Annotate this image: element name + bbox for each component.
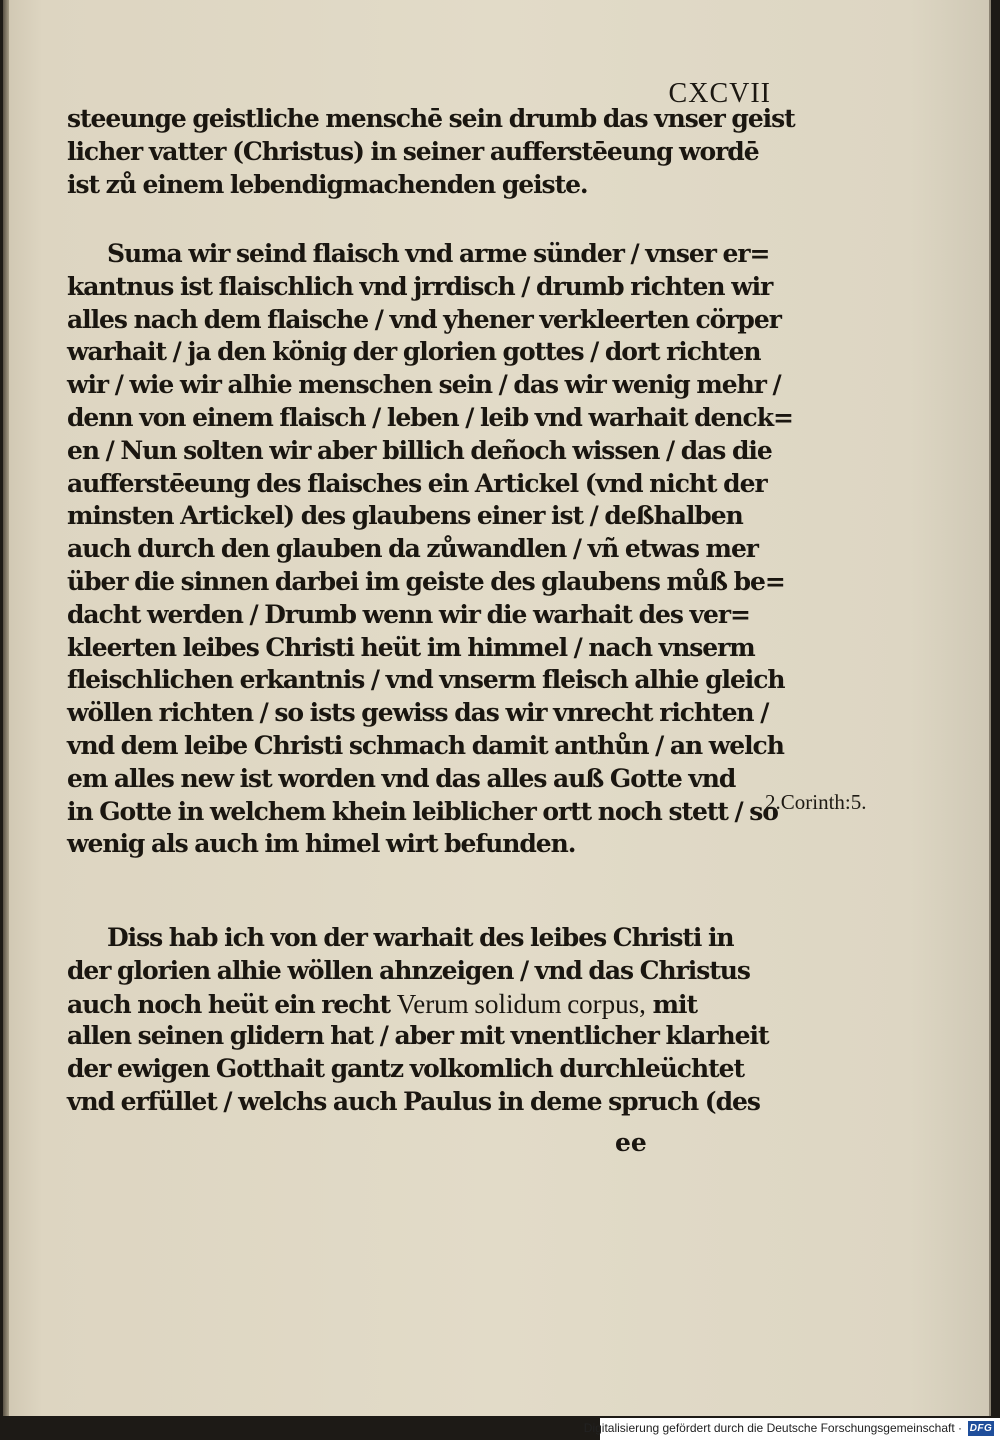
text-line: denn von einem flaisch / leben / leib vnd warhait denck= <box>67 402 793 432</box>
text-line: auch durch den glauben da zůwandlen / vñ etwas mer <box>67 534 758 564</box>
digitization-credit-bar <box>583 1418 1000 1440</box>
text-line: steeunge geistliche menschē sein drumb das vnser geist <box>67 104 795 133</box>
text-line: ist zů einem lebendigmachenden geiste. <box>67 169 588 199</box>
text-line: fleischlichen erkantnis / vnd vnserm fleisch alhie gleich <box>67 665 785 695</box>
text-line: kantnus ist flaischlich vnd jrrdisch / drumb richten wir <box>67 271 773 301</box>
text-line: warhait / ja den könig der glorien gottes / dort richten <box>67 337 761 367</box>
text-segment: mit <box>652 989 697 1019</box>
text-line: in Gotte in welchem khein leiblicher ortt noch stett / so <box>67 796 778 826</box>
book-page <box>3 0 991 1416</box>
text-line: licher vatter (Christus) in seiner aufferstēeung wordē <box>67 136 759 166</box>
folio-number: CXCVII <box>668 78 771 109</box>
text-line: kleerten leibes Christi heüt im himmel / nach vnserm <box>67 632 755 662</box>
text-line: allen seinen glidern hat / aber mit vnentlicher klarheit <box>67 1021 769 1051</box>
paragraph-3 <box>67 922 773 1119</box>
page-edge-shadow <box>3 0 9 1416</box>
text-line: wöllen richten / so ists gewiss das wir vnrecht richten / <box>67 698 769 728</box>
text-line: vnd erfüllet / welchs auch Paulus in deme spruch (des <box>67 1086 760 1116</box>
text-line: der ewigen Gotthait gantz volkomlich durchleüchtet <box>67 1054 744 1084</box>
text-line-with-latin <box>67 988 773 1021</box>
text-line: wenig als auch im himel wirt befunden. <box>67 829 576 859</box>
text-line: der glorien alhie wöllen ahnzeigen / vnd das Christus <box>67 955 750 985</box>
text-line: alles nach dem flaische / vnd yhener verkleerten cörper <box>67 304 781 334</box>
text-line: em alles new ist worden vnd das alles auß Gotte vnd <box>67 763 736 793</box>
text-line: en / Nun solten wir aber billich deñoch wissen / das die <box>67 435 772 465</box>
paragraph-1 <box>67 103 795 201</box>
text-line: dacht werden / Drumb wenn wir die warhait des ver= <box>67 599 750 629</box>
catchword: ee <box>615 1128 647 1157</box>
text-line: aufferstēeung des flaisches ein Artickel (vnd nicht der <box>67 468 767 498</box>
dfg-logo-icon: DFG <box>969 1423 993 1434</box>
text-line: Suma wir seind flaisch vnd arme sünder / vnser er= <box>107 239 770 268</box>
text-line: minsten Artickel) des glaubens einer ist / deßhalben <box>67 501 743 531</box>
text-line: wir / wie wir alhie menschen sein / das wir wenig mehr / <box>67 370 781 400</box>
text-line: über die sinnen darbei im geiste des glaubens můß be= <box>67 566 785 596</box>
text-line: Diss hab ich von der warhait des leibes Christi in <box>107 923 734 952</box>
text-line: vnd dem leibe Christi schmach damit anthůn / an welch <box>67 730 784 760</box>
text-segment: auch noch heüt ein recht <box>67 989 391 1019</box>
marginal-note: 2.Corinth:5. <box>765 790 867 814</box>
latin-phrase: Verum solidum corpus, <box>396 988 646 1019</box>
funding-credit-text: Digitalisierung gefördert durch die Deutsche Forschungsgemeinschaft · <box>583 1421 962 1435</box>
paragraph-2 <box>67 238 793 861</box>
